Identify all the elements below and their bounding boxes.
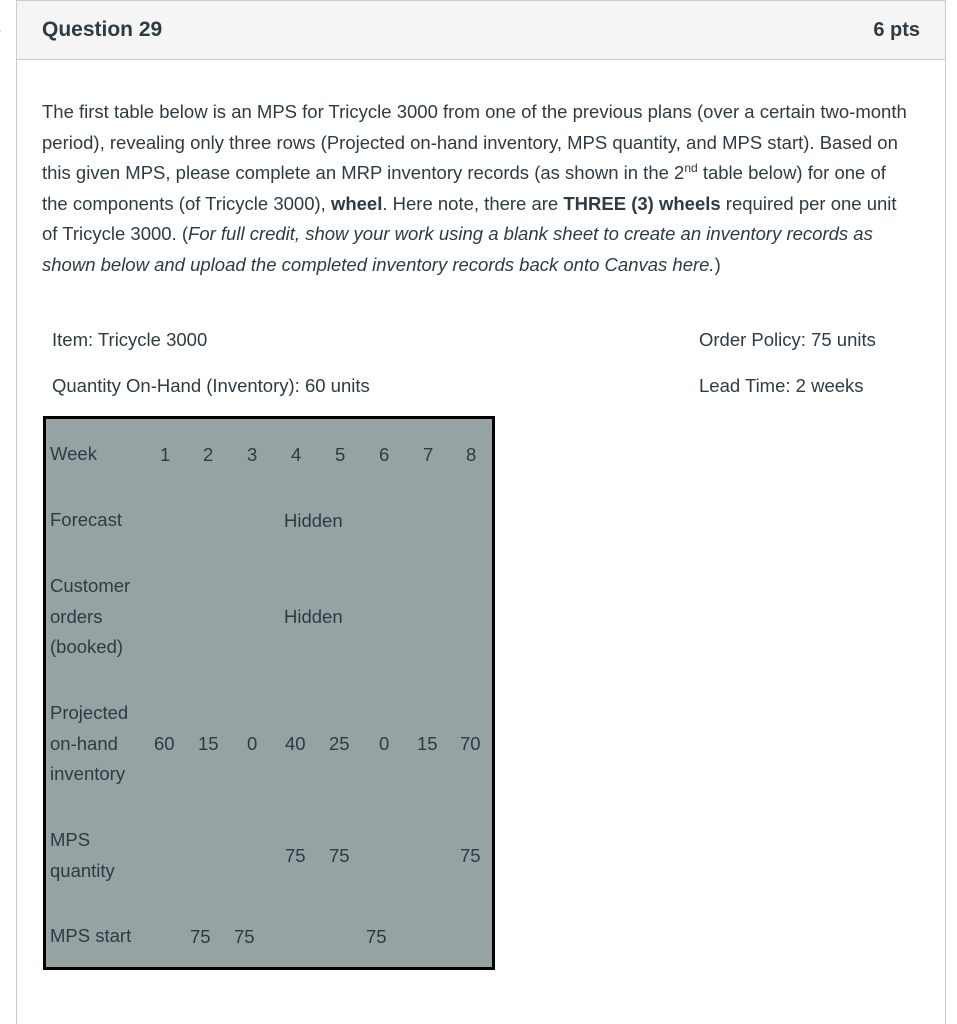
mps-qty-week-4: 75 <box>285 845 306 866</box>
poh-week-8: 70 <box>460 733 481 754</box>
week-3: 3 <box>247 444 258 465</box>
mps-start-week-2: 75 <box>190 926 211 947</box>
week-6: 6 <box>379 444 390 465</box>
component-name: wheel <box>330 192 383 214</box>
lead-time-label: Lead Time: 2 weeks <box>699 375 864 396</box>
poh-week-1: 60 <box>154 733 175 754</box>
question-text-part4: required per one unit of Tricycle 3000. ( <box>42 192 897 244</box>
week-5: 5 <box>335 444 346 465</box>
credit-instructions: For full credit, show your work using a blank sheet to create an inventory records as shown below and upload the completed inventory records back onto Canvas here. <box>42 223 873 275</box>
wheels-count: THREE (3) wheels <box>563 192 721 214</box>
poh-week-6: 0 <box>379 733 390 754</box>
item-label: Item: Tricycle 3000 <box>52 329 208 350</box>
poh-week-5: 25 <box>329 733 350 754</box>
question-card <box>16 0 946 1024</box>
question-text <box>42 97 912 280</box>
mps-qty-week-5: 75 <box>329 845 350 866</box>
mps-start-week-3: 75 <box>234 926 255 947</box>
week-label: Week <box>50 443 97 464</box>
mps-qty-week-8: 75 <box>460 845 481 866</box>
order-policy-label: Order Policy: 75 units <box>699 329 876 350</box>
ordinal-superscript: nd <box>684 160 698 175</box>
customer-orders-value: Hidden <box>284 606 343 627</box>
projected-on-hand-label: Projected on-hand inventory <box>50 702 129 784</box>
week-7: 7 <box>423 444 434 465</box>
week-8: 8 <box>466 444 477 465</box>
question-text-part1: The first table below is an MPS for Tricycle 3000 from one of the previous plans (over a certain two-month period), revealing only three rows (Projected on-hand inventory, MPS quantity, and MPS start). Based on this given MPS, please complete an MRP inventory records (as shown in the 2 <box>42 101 907 183</box>
forecast-value: Hidden <box>284 510 343 531</box>
question-text-part2: table below) for one of the components (of Tricycle 3000), <box>42 162 886 214</box>
week-1: 1 <box>160 444 171 465</box>
collapse-chevron-icon[interactable] <box>0 22 1 40</box>
mps-start-week-6: 75 <box>366 926 387 947</box>
forecast-label: Forecast <box>50 509 122 530</box>
poh-week-4: 40 <box>285 733 306 754</box>
question-header <box>17 1 945 60</box>
week-4: 4 <box>291 444 302 465</box>
poh-week-2: 15 <box>198 733 219 754</box>
question-text-part3: . Here note, there are <box>382 192 564 214</box>
question-text-part5: ) <box>714 253 721 275</box>
quantity-on-hand-label: Quantity On-Hand (Inventory): 60 units <box>52 375 370 396</box>
week-2: 2 <box>203 444 214 465</box>
mps-table <box>43 416 495 970</box>
poh-week-3: 0 <box>247 733 258 754</box>
mps-quantity-label: MPS quantity <box>50 829 115 881</box>
poh-week-7: 15 <box>417 733 438 754</box>
question-points: 6 pts <box>873 19 920 41</box>
mps-start-label: MPS start <box>50 925 132 946</box>
question-title: Question 29 <box>42 18 163 41</box>
customer-orders-label: Customer orders (booked) <box>50 575 131 657</box>
